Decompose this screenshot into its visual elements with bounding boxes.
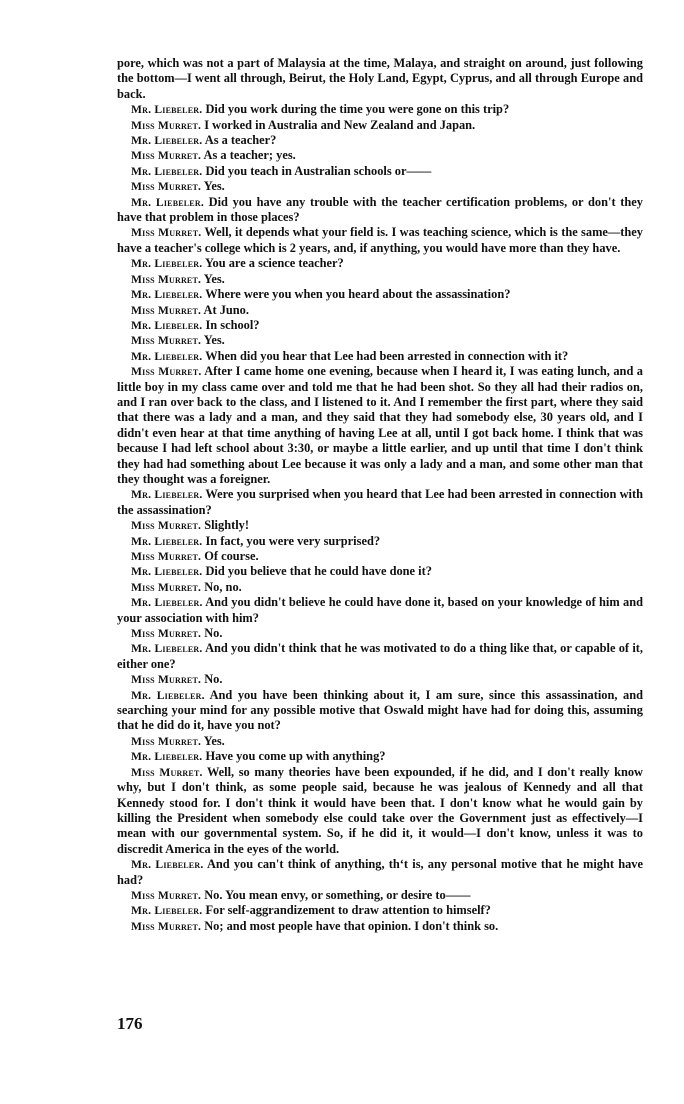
testimony-paragraph	[117, 133, 643, 148]
statement-text: Yes.	[203, 733, 225, 748]
speaker-name: Miss Murret.	[131, 149, 202, 163]
speaker-name: Miss Murret.	[131, 580, 202, 594]
statement-text: You are a science teacher?	[204, 256, 344, 271]
statement-text: And you can't think of anything, thʻt is, any personal motive that he might have had?	[117, 857, 643, 887]
testimony-paragraph	[117, 919, 643, 934]
statement-text: As a teacher; yes.	[203, 148, 296, 163]
speaker-name: Mr. Liebeler.	[131, 318, 203, 332]
speaker-name: Mr. Liebeler.	[131, 565, 203, 579]
speaker-name: Miss Murret.	[131, 226, 202, 240]
statement-text: Of course.	[204, 549, 259, 563]
speaker-name: Mr. Liebeler.	[131, 349, 203, 363]
speaker-name: Miss Murret.	[131, 303, 202, 317]
statement-text: Did you have any trouble with the teacher certification problems, or don't they have that problem in those places?	[117, 194, 643, 225]
speaker-name: Miss Murret.	[131, 334, 202, 348]
testimony-paragraph	[117, 518, 643, 533]
testimony-paragraph	[117, 179, 643, 194]
testimony-paragraph	[117, 903, 643, 918]
statement-text: And you have been thinking about it, I am sure, since this assassination, and searching your mind for any possible motive that Oswald might have had for doing this, assuming that he did do it, have you not?	[117, 687, 643, 733]
statement-text: For self-aggrandizement to draw attention to himself?	[205, 903, 491, 918]
statement-text: In school?	[205, 317, 260, 332]
testimony-paragraph	[117, 580, 643, 595]
statement-text: Where were you when you heard about the assassination?	[205, 287, 511, 302]
speaker-name: Mr. Liebeler.	[131, 750, 203, 764]
speaker-name: Miss Murret.	[131, 180, 202, 194]
statement-text: Have you come up with anything?	[205, 749, 386, 764]
testimony-paragraph	[117, 641, 643, 672]
speaker-name: Mr. Liebeler.	[131, 164, 203, 178]
testimony-paragraph	[117, 318, 643, 333]
speaker-name: Miss Murret.	[131, 673, 202, 687]
statement-text: Yes.	[203, 271, 225, 286]
testimony-paragraph	[117, 549, 643, 564]
testimony-paragraph	[117, 148, 643, 163]
speaker-name: Miss Murret.	[131, 550, 202, 563]
statement-text: No, no.	[204, 579, 242, 594]
statement-text: In fact, you were very surprised?	[205, 533, 381, 548]
statement-text: No; and most people have that opinion. I don't think so.	[204, 918, 499, 933]
statement-text: Slightly!	[204, 518, 249, 533]
testimony-paragraph	[117, 118, 643, 133]
speaker-name: Miss Murret.	[131, 519, 202, 533]
speaker-name: Mr. Liebeler.	[131, 858, 204, 872]
speaker-name: Miss Murret.	[131, 765, 203, 779]
speaker-name: Mr. Liebeler.	[131, 534, 203, 548]
testimony-paragraph	[117, 333, 643, 348]
testimony-paragraph	[117, 626, 643, 641]
statement-text: No. You mean envy, or something, or desire to——	[204, 887, 471, 902]
statement-text: And you didn't think that he was motivated to do a thing like that, or capable of it, either one?	[117, 641, 643, 671]
testimony-paragraph	[117, 272, 643, 287]
testimony-paragraph	[117, 364, 643, 487]
speaker-name: Mr. Liebeler.	[131, 195, 204, 209]
testimony-paragraph	[117, 256, 643, 271]
speaker-name: Miss Murret.	[131, 888, 202, 902]
statement-text: As a teacher?	[204, 133, 277, 148]
speaker-name: Mr. Liebeler.	[131, 288, 203, 302]
statement-text: When did you hear that Lee had been arrested in connection with it?	[205, 348, 569, 363]
speaker-name: Miss Murret.	[131, 365, 202, 379]
speaker-name: Mr. Liebeler.	[131, 642, 203, 656]
statement-text: And you didn't believe he could have done it, based on your knowledge of him and your association with him?	[117, 595, 643, 625]
statement-text: Did you teach in Australian schools or——	[205, 163, 432, 178]
transcript-page	[117, 56, 643, 934]
testimony-exchanges	[117, 102, 643, 934]
statement-text: Were you surprised when you heard that Lee had been arrested in connection with the assassination?	[117, 487, 644, 517]
statement-text: Yes.	[203, 179, 225, 194]
speaker-name: Mr. Liebeler.	[131, 134, 203, 148]
testimony-paragraph	[117, 487, 643, 518]
testimony-paragraph	[117, 164, 643, 179]
testimony-paragraph	[117, 303, 643, 318]
testimony-paragraph	[117, 734, 643, 749]
testimony-paragraph	[117, 749, 643, 764]
statement-text: Did you work during the time you were gone on this trip?	[205, 102, 510, 117]
testimony-paragraph	[117, 672, 643, 687]
speaker-name: Mr. Liebeler.	[131, 596, 203, 610]
testimony-paragraph	[117, 595, 643, 626]
speaker-name: Mr. Liebeler.	[131, 257, 203, 271]
testimony-paragraph	[117, 225, 643, 256]
testimony-paragraph	[117, 102, 643, 117]
testimony-paragraph	[117, 349, 643, 364]
statement-text: Well, it depends what your field is. I was teaching science, which is the same—they have a teacher's college which is 2 years, and, if anything, you would have more than they have.	[117, 225, 643, 255]
speaker-name: Miss Murret.	[131, 118, 202, 132]
page-number: 176	[117, 1014, 143, 1033]
statement-text: At Juno.	[203, 302, 249, 317]
statement-text: After I came home one evening, because when I heard it, I was eating lunch, and a little boy in my class came over and told me that he had been shot. So they all had their radios on, and I ran over back to the class, and I listened to it. And I remember the first part, where they said that there was a lady and a man, and they said that they had somebody else, 30 years old, and I didn't even hear at that time anything of having Lee at all, until I got back home. I think that was because I had left school about 3:30, or maybe a little earlier, and up until that time I don't think they had had something about Lee because it was only a lady and a man, and some other man that they thought was a foreigner.	[117, 364, 643, 486]
speaker-name: Miss Murret.	[131, 272, 202, 286]
testimony-paragraph	[117, 857, 643, 888]
speaker-name: Mr. Liebeler.	[131, 103, 203, 117]
testimony-paragraph	[117, 688, 643, 734]
speaker-name: Mr. Liebeler.	[131, 904, 203, 918]
speaker-name: Miss Murret.	[131, 734, 202, 748]
statement-text: I worked in Australia and New Zealand and Japan.	[204, 117, 476, 132]
speaker-name: Miss Murret.	[131, 627, 202, 641]
testimony-paragraph	[117, 888, 643, 903]
speaker-name: Miss Murret.	[131, 919, 202, 933]
testimony-paragraph	[117, 564, 643, 579]
statement-text: Yes.	[203, 333, 225, 348]
statement-text: No.	[204, 626, 223, 641]
statement-text: Did you believe that he could have done it?	[205, 564, 432, 579]
speaker-name: Mr. Liebeler.	[131, 488, 203, 502]
testimony-paragraph	[117, 534, 643, 549]
statement-text: Well, so many theories have been expounded, if he did, and I don't really know why, but I don't think, as some people said, because he was jealous of Kennedy and all that Kennedy stood for. I don't think it would have been that. I don't know what he would gain by killing the President when somebody else could take over the Government just as effectively—I mean with our governmental system. So, if he did it, it would—I don't know, unless it was to discredit America in the eyes of the world.	[117, 764, 643, 856]
speaker-name: Mr. Liebeler.	[131, 688, 205, 702]
opening-paragraph: pore, which was not a part of Malaysia at the time, Malaya, and straight on around, just following the bottom—I went all through, Beirut, the Holy Land, Egypt, Cyprus, and all through Europe and back.	[117, 56, 643, 101]
testimony-paragraph	[117, 765, 643, 857]
testimony-paragraph	[117, 287, 643, 302]
statement-text: No.	[204, 672, 223, 687]
testimony-paragraph	[117, 195, 643, 226]
